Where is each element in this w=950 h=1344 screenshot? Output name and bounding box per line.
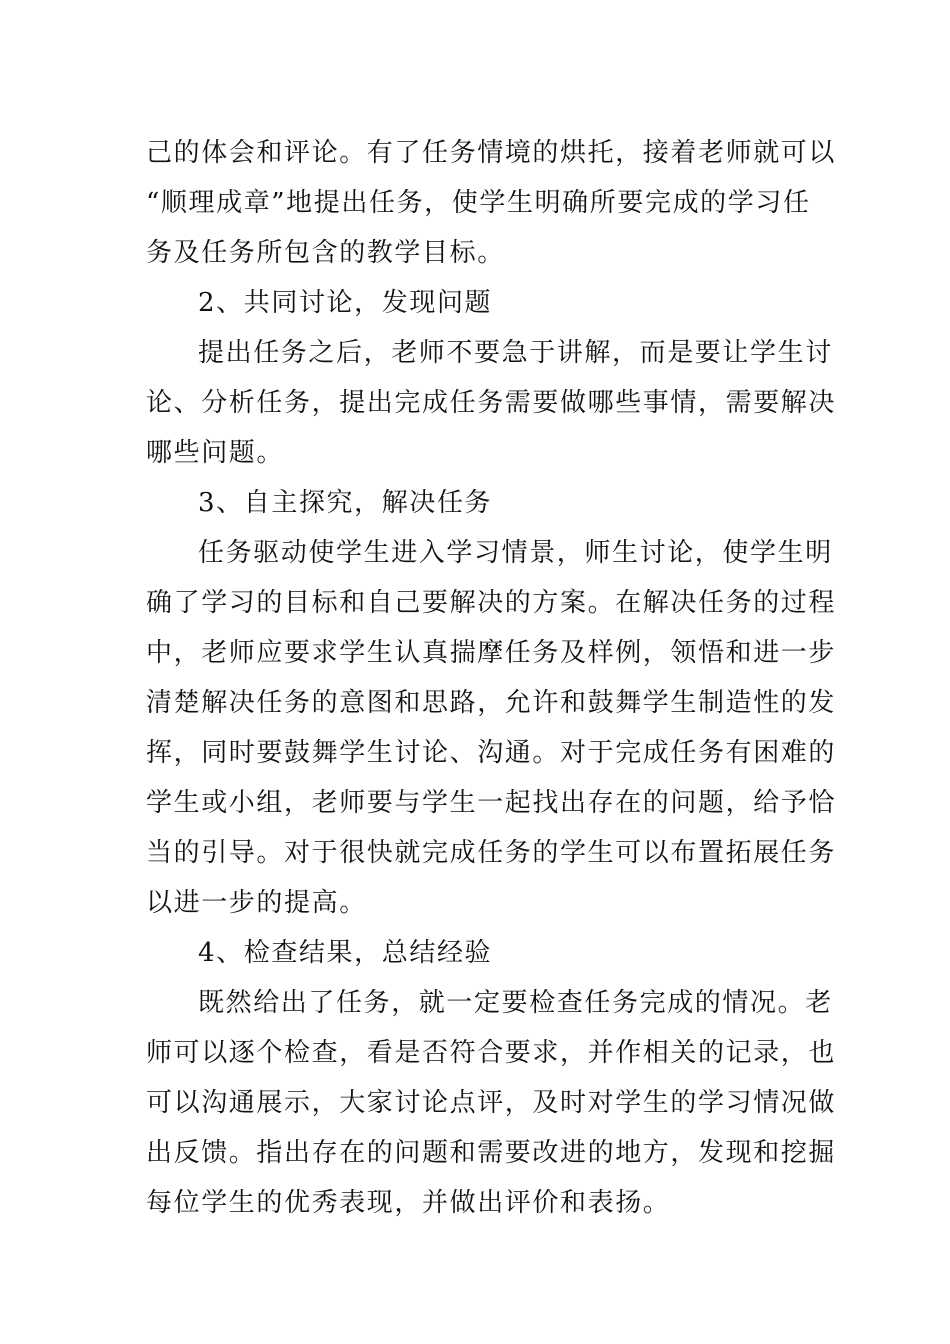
text-line-1: 己的体会和评论。有了任务情境的烘托，接着老师就可以 — [146, 138, 837, 168]
text-line-6: 论、分析任务，提出完成任务需要做哪些事情，需要解决 — [146, 388, 837, 418]
text-line-2: “顺理成章”地提出任务，使学生明确所要完成的学习任 — [146, 188, 811, 218]
section-heading-2: 2、共同讨论，发现问题 — [198, 288, 493, 318]
text-line-18: 既然给出了任务，就一定要检查任务完成的情况。老 — [198, 988, 833, 1018]
text-line-21: 出反馈。指出存在的问题和需要改进的地方，发现和挖掘 — [146, 1138, 837, 1168]
text-line-22: 每位学生的优秀表现，并做出评价和表扬。 — [146, 1188, 671, 1218]
text-line-10: 确了学习的目标和自己要解决的方案。在解决任务的过程 — [146, 588, 837, 618]
text-line-11: 中，老师应要求学生认真揣摩任务及样例，领悟和进一步 — [146, 638, 837, 668]
text-line-5: 提出任务之后，老师不要急于讲解，而是要让学生讨 — [198, 338, 833, 368]
text-line-14: 学生或小组，老师要与学生一起找出存在的问题，给予恰 — [146, 788, 837, 818]
text-line-20: 可以沟通展示，大家讨论点评，及时对学生的学习情况做 — [146, 1088, 837, 1118]
section-heading-3: 3、自主探究，解决任务 — [198, 488, 493, 518]
text-line-3: 务及任务所包含的教学目标。 — [146, 238, 505, 268]
text-line-12: 清楚解决任务的意图和思路，允许和鼓舞学生制造性的发 — [146, 688, 837, 718]
text-line-7: 哪些问题。 — [146, 438, 285, 468]
text-line-19: 师可以逐个检查，看是否符合要求，并作相关的记录，也 — [146, 1038, 837, 1068]
text-line-15: 当的引导。对于很快就完成任务的学生可以布置拓展任务 — [146, 838, 837, 868]
text-line-16: 以进一步的提高。 — [146, 888, 367, 918]
section-heading-4: 4、检查结果，总结经验 — [198, 938, 493, 968]
text-line-13: 挥，同时要鼓舞学生讨论、沟通。对于完成任务有困难的 — [146, 738, 837, 768]
document-body — [146, 128, 837, 1228]
text-line-9: 任务驱动使学生进入学习情景，师生讨论，使学生明 — [198, 538, 833, 568]
